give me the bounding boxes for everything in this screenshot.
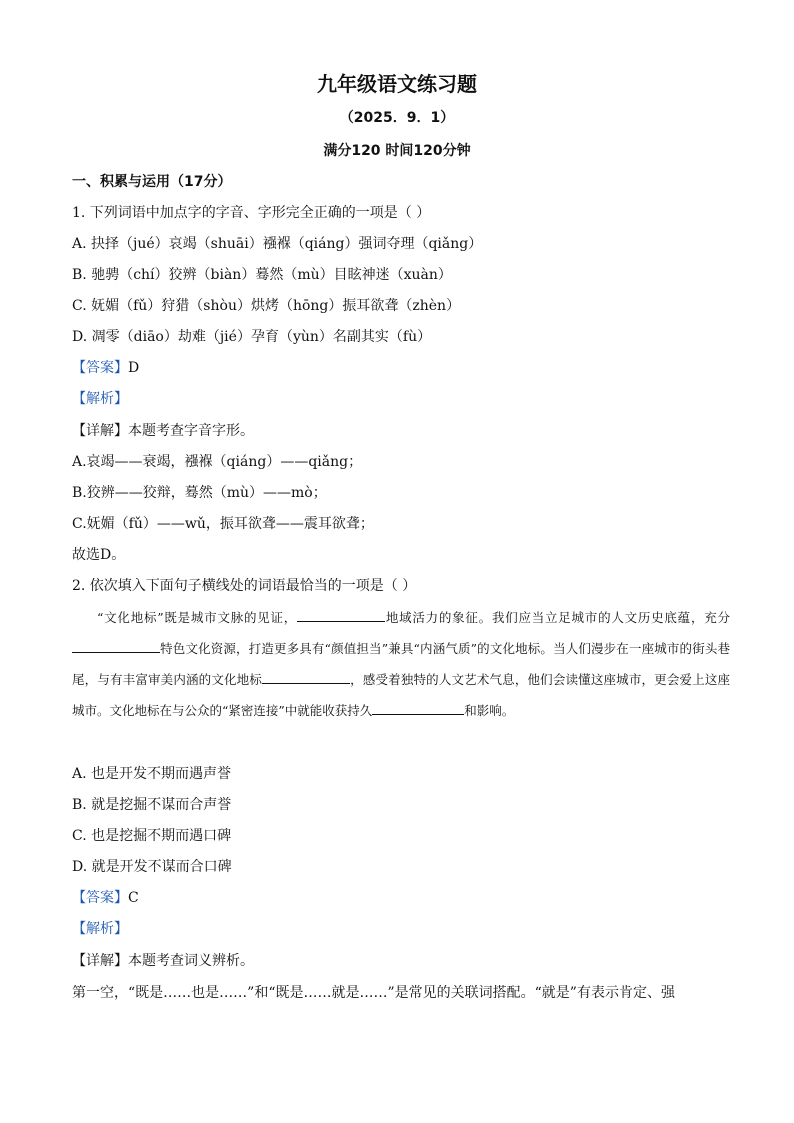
fill-blank-3 [262, 669, 350, 684]
answer-tag: 【答案】 [72, 890, 128, 906]
detail-text: 本题考查字音字形。 [128, 423, 254, 439]
q1-note-b: B.狡辨——狡辩，蓦然（mù）——mò； [72, 485, 327, 501]
passage-part-4: ，感受着独特的人文艺术气息，他们会读懂这座城市，更会爱上这座城市。文化地标在与公众的“紧密连接”中就能收获持久 [72, 672, 730, 718]
exam-date: （2025．9．1） [339, 110, 455, 126]
answer-value: D [128, 360, 140, 376]
passage-part-2: 地域活力的象征。我们应当立足城市的人文历史底蕴，充分 [385, 610, 730, 625]
detail-text: 本题考查词义辨析。 [128, 953, 254, 969]
q2-option-b: B. 就是挖掘不谋而合声誉 [72, 797, 232, 813]
q1-detail [72, 421, 732, 441]
q2-option-c: C. 也是挖掘不期而遇口碑 [72, 828, 232, 844]
q2-option-d: D. 就是开发不谋而合口碑 [72, 859, 232, 875]
passage-part-3: 特色文化资源，打造更多具有“颜值担当”兼具“内涵气质”的文化地标。当人们漫步在一座城市的街头巷尾，与有丰富审美内涵的文化地标 [72, 641, 730, 687]
fill-blank-4 [372, 700, 464, 715]
q2-answer [72, 888, 732, 908]
answer-value: C [128, 890, 139, 906]
q2-detail [72, 951, 732, 971]
question-1-stem: 1. 下列词语中加点字的字音、字形完全正确的一项是（ ） [72, 205, 431, 221]
fill-blank-2 [72, 638, 160, 653]
passage-part-5: 和影响。 [464, 703, 515, 718]
q1-option-d: D. 凋零（diāo）劫难（jié）孕育（yùn）名副其实（fù） [72, 329, 432, 345]
answer-tag: 【答案】 [72, 360, 128, 376]
detail-tag: 【详解】 [72, 423, 128, 439]
page-title: 九年级语文练习题 [317, 72, 477, 96]
score-time-info: 满分120 时间120分钟 [323, 143, 471, 159]
detail-tag: 【详解】 [72, 953, 128, 969]
passage-part-1: “文化地标”既是城市文脉的见证， [97, 610, 298, 625]
q1-analysis-tag: 【解析】 [72, 391, 128, 407]
q2-analysis-tag: 【解析】 [72, 921, 128, 937]
q2-option-a: A. 也是开发不期而遇声誉 [72, 766, 232, 782]
section-heading: 一、积累与运用（17分） [72, 174, 232, 190]
q1-note-a: A.哀竭——衰竭，襁褓（qiáng）——qiǎng； [72, 454, 363, 470]
q2-passage [72, 602, 730, 726]
q2-explanation-line: 第一空，“既是……也是……”和“既是……就是……”是常见的关联词搭配。“就是”有表示肯定、强 [72, 985, 675, 1001]
q1-note-c: C.妩媚（fǔ）——wǔ，振耳欲聋——震耳欲聋； [72, 516, 374, 532]
q1-answer [72, 358, 732, 378]
fill-blank-1 [297, 607, 385, 622]
q1-conclusion: 故选D。 [72, 547, 126, 563]
q1-option-b: B. 驰骋（chí）狡辨（biàn）蓦然（mù）目眩神迷（xuàn） [72, 267, 452, 283]
question-2-stem: 2. 依次填入下面句子横线处的词语最恰当的一项是（ ） [72, 578, 417, 594]
q1-option-c: C. 妩媚（fǔ）狩猎（shòu）烘烤（hōng）振耳欲聋（zhèn） [72, 298, 461, 314]
q1-option-a: A. 抉择（jué）哀竭（shuāi）襁褓（qiáng）强词夺理（qiǎng） [72, 236, 483, 252]
